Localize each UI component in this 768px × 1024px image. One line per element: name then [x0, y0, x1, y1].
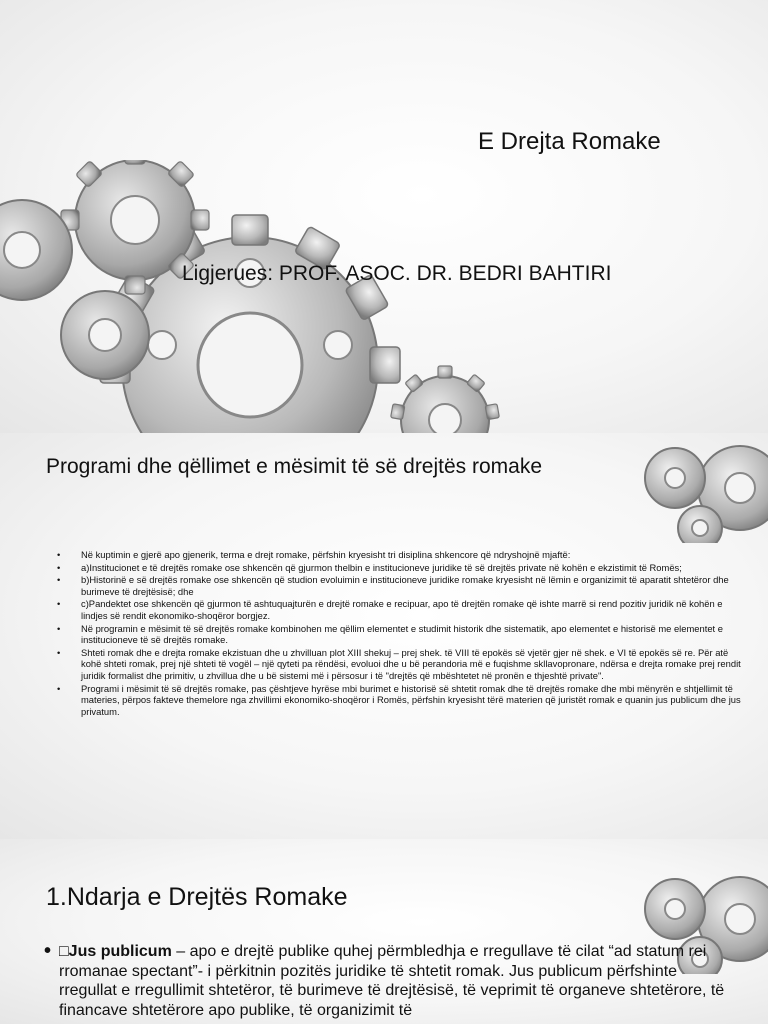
list-item: • Programi i mësimit të së drejtës romake, pas çështjeve hyrëse mbi burimet e historisë së shtetit romak dhe të drejtës romake dhe mbi mënyrën e shtjellimit të materies, përpos fakteve themelore nga zhvillimi ekonomiko-shoqëror i Romës, përfshin kryesisht tërë materien që juristët romak e quanin jus publicum dhe jus privatum. — [57, 682, 741, 717]
bullet-marker: • — [57, 598, 61, 610]
slide-subtitle-lecturer: Ligjerues: PROF. ASOC. DR. BEDRI BAHTIRI — [182, 262, 612, 285]
bullet-marker: • — [57, 549, 61, 560]
list-item: • Shteti romak dhe e drejta romake ekzistuan dhe u zhvilluan plot XIII shekuj – prej shek. të VIII të epokës së vjetër gjer në shek. e VI të epokës së re. Për atë kohë shteti romak, prej një shteti të vogël – një qyteti pa rëndësi, evoluoi dhe u bë perandoria më e fuqishme skllavopronare, ndërsa e drejta romake prej rendit juridik formalist dhe primitiv, u zhvillua dhe u bë sistemi më i përsosur i të "drejtës që mbështetet në pronën e thjeshtë private". — [57, 646, 741, 681]
lead-glyph: □ — [59, 943, 69, 960]
list-item: • c)Pandektet ose shkencën që gjurmon të ashtuquajturën e drejtë romake e recipuar, apo të drejtën romake që ishte marrë si rend pozitiv juridik në kohën e lindjes së rendit ekonomiko-shoqëror borgjez. — [57, 598, 723, 621]
slide-title: 1.Ndarja e Drejtës Romake — [46, 883, 348, 911]
list-item: • a)Institucionet e të drejtës romake ose shkencën që gjurmon thelbin e institucioneve juridike të së drejtës private në kohën e ekzistimit të Romës; — [57, 561, 682, 573]
slide-title: Programi dhe qëllimet e mësimit të së drejtës romake — [46, 455, 543, 478]
bullet-marker: • — [57, 682, 61, 694]
body-text: – apo e drejtë publike quhej përmbledhja e rregullave të cilat “ad statum rei rromanae spectant”- i përkitnin pozitës juridike të shtetit romak. Jus publicum përfshinte rregullat e rregullimit shtetëror, të burimeve të drejtësisë, të veprimit të organeve shtetërore, të financave shtetërore apo publike, të organizimit të — [59, 943, 725, 1019]
list-item: • Në kuptimin e gjerë apo gjenerik, terma e drejt romake, përfshin kryesisht tri disiplina shkencore që ndryshojnë mjaftë: — [57, 549, 571, 560]
term-jus-publicum: Jus publicum — [68, 943, 172, 960]
bullet-list — [57, 549, 741, 718]
bullet-marker: • — [57, 561, 61, 573]
gears-corner-illustration — [630, 433, 768, 543]
bullet-marker: • — [44, 940, 52, 962]
body-paragraph — [44, 942, 734, 1020]
program-slide — [0, 433, 768, 839]
division-slide — [0, 839, 768, 1024]
bullet-marker: • — [57, 574, 61, 586]
slide-title: E Drejta Romake — [478, 128, 661, 155]
title-slide — [0, 0, 768, 433]
list-item: • Në programin e mësimit të së drejtës romake kombinohen me qëllim elementet e studimit historik dhe sistematik, apo elementet e historisë me elementet e institucioneve të së drejtës romake. — [57, 622, 723, 646]
bullet-marker: • — [57, 646, 61, 658]
bullet-marker: • — [57, 622, 61, 634]
gears-cluster-illustration — [0, 160, 520, 433]
list-item: • b)Historinë e së drejtës romake ose shkencën që studion evoluimin e institucioneve juridike romake kryesisht në lëmin e organizimit të aparatit shtetëror dhe burimeve të drejtësisë; dhe — [57, 574, 729, 597]
